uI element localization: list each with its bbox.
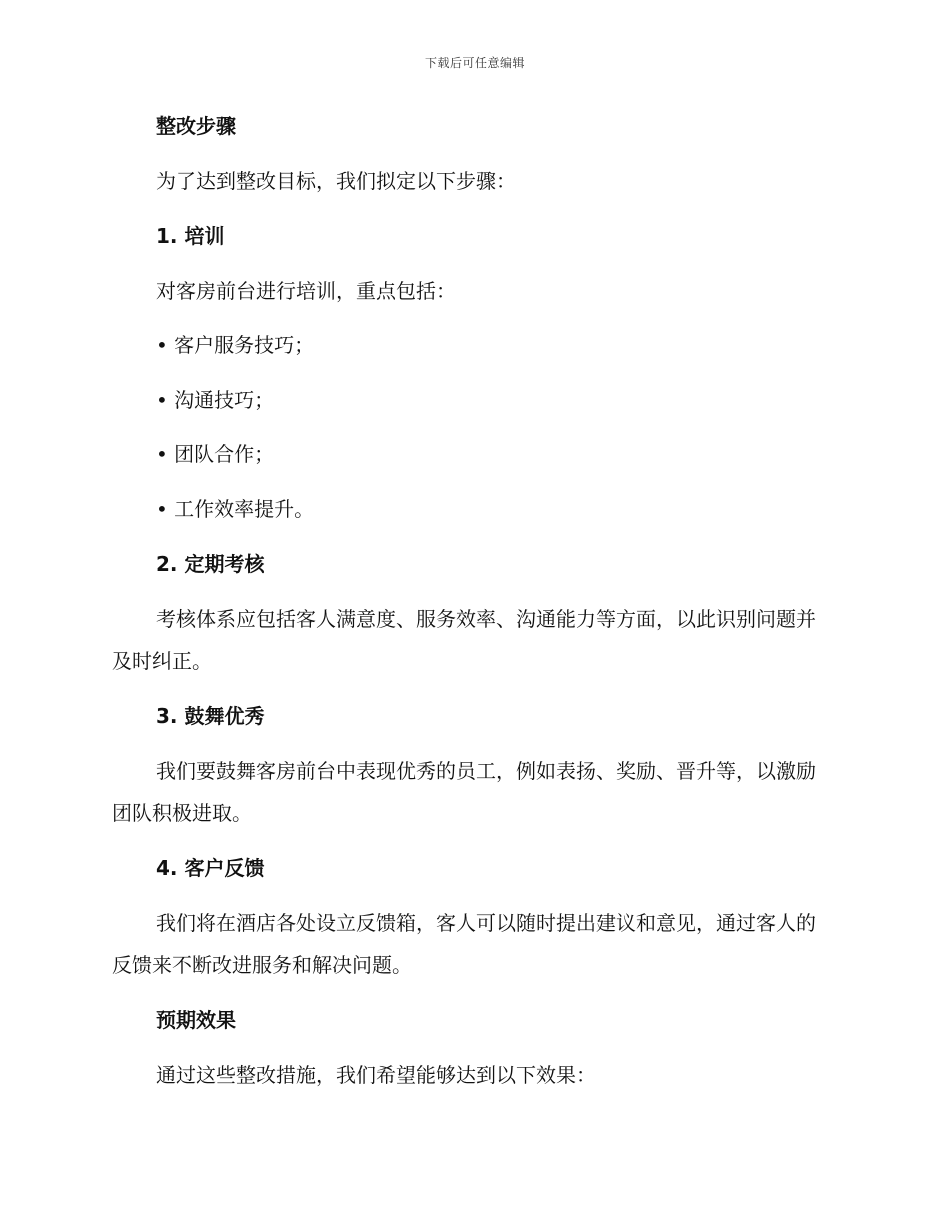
feedback-text: 我们将在酒店各处设立反馈箱，客人可以随时提出建议和意见，通过客人的反馈来不断改进服务和解决问题。: [112, 911, 816, 977]
encourage-text: 我们要鼓舞客房前台中表现优秀的员工，例如表扬、奖励、晋升等，以激励团队积极进取。: [112, 759, 816, 825]
training-item-efficiency: • 工作效率提升。: [156, 497, 315, 521]
assessment-heading: 2. 定期考核: [156, 552, 265, 576]
header-note: 下载后可任意编辑: [424, 56, 525, 70]
assessment-text: 考核体系应包括客人满意度、服务效率、沟通能力等方面，以此识别问题并及时纠正。: [112, 607, 816, 673]
effect-heading: 预期效果: [156, 1008, 236, 1032]
encourage-heading: 3. 鼓舞优秀: [156, 704, 265, 728]
steps-intro: 为了达到整改目标，我们拟定以下步骤：: [156, 169, 516, 193]
training-intro: 对客房前台进行培训，重点包括：: [156, 279, 456, 303]
training-item-service: • 客户服务技巧；: [156, 333, 315, 357]
steps-heading: 整改步骤: [156, 114, 236, 138]
training-item-teamwork: • 团队合作；: [156, 442, 275, 466]
training-heading: 1. 培训: [156, 224, 225, 248]
training-item-communication: • 沟通技巧；: [156, 388, 275, 412]
feedback-heading: 4. 客户反馈: [156, 856, 265, 880]
effect-intro: 通过这些整改措施，我们希望能够达到以下效果：: [156, 1063, 596, 1087]
